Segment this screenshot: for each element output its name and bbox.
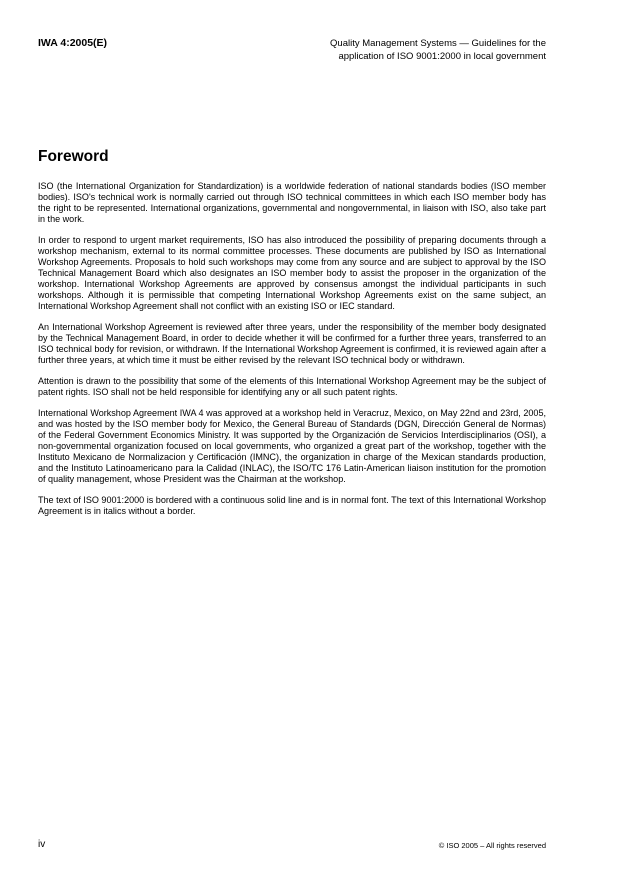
paragraph-patent: Attention is drawn to the possibility that some of the elements of this International Workshop Agreement may be the subject of patent rights. ISO shall not be held responsible for identifying any or all such patent rights.: [38, 375, 546, 397]
header-title-line-2: application of ISO 9001:2000 in local government: [338, 51, 546, 62]
header-title-line-1: Quality Management Systems — Guidelines for the: [330, 38, 546, 49]
foreword-body: [38, 181, 546, 526]
copyright-notice: © ISO 2005 – All rights reserved: [438, 841, 546, 850]
document-id: IWA 4:2005(E): [38, 37, 108, 49]
paragraph-review: An International Workshop Agreement is reviewed after three years, under the responsibility of the member body designated by the Technical Management Board, in order to decide whether it will be confirmed for a further three years, transferred to an ISO technical body for revision, or withdrawn. If the International Workshop Agreement is confirmed, it is reviewed again after a further three years, at which time it must be either revised by the relevant ISO technical body or withdrawn.: [38, 322, 546, 366]
document-header-title: [246, 37, 546, 63]
page-number: iv: [38, 839, 46, 850]
paragraph-approval: International Workshop Agreement IWA 4 was approved at a workshop held in Veracruz, Mexico, on May 22nd and 23rd, 2005, and was hosted by the ISO member body for Mexico, the General Bureau of Standards (DGN, Dirección General de Normas) of the Federal Government Economics Ministry. It was supported by the Organización de Servicios Interdisciplinarios (OSI), a non-governmental organization focused on local governments, who organized a great part of the workshop, together with the Instituto Mexicano de Normalizacion y Certificación (IMNC), the organization in charge of the Mexican standards production, and the Instituto Latinoamericano para la Calidad (INLAC), the ISO/TC 176 Latin-American liaison institution for the promotion of quality management, whose President was the Chairman at the workshop.: [38, 407, 546, 485]
section-title: Foreword: [38, 148, 109, 165]
paragraph-iso-intro: ISO (the International Organization for Standardization) is a worldwide federation of national standards bodies (ISO member bodies). ISO's technical work is normally carried out through ISO technical committees in which each ISO member body has the right to be represented. International organizations, governmental and nongovernmental, in liaison with ISO, also take part in the work.: [38, 181, 546, 225]
paragraph-workshop-mechanism: In order to respond to urgent market requirements, ISO has also introduced the possibility of preparing documents through a workshop mechanism, external to its normal committee processes. These documents are published by ISO as International Workshop Agreements. Proposals to hold such workshops may come from any source and are subject to approval by the ISO Technical Management Board which also designates an ISO member body to assist the proposer in the organization of the workshop. International Workshop Agreements are approved by consensus amongst the individual participants in such workshops. Although it is permissible that competing International Workshop Agreements exist on the same subject, an International Workshop Agreement shall not conflict with an existing ISO or IEC standard.: [38, 234, 546, 312]
paragraph-formatting: The text of ISO 9001:2000 is bordered with a continuous solid line and is in normal font. The text of this International Workshop Agreement is in italics without a border.: [38, 494, 546, 516]
